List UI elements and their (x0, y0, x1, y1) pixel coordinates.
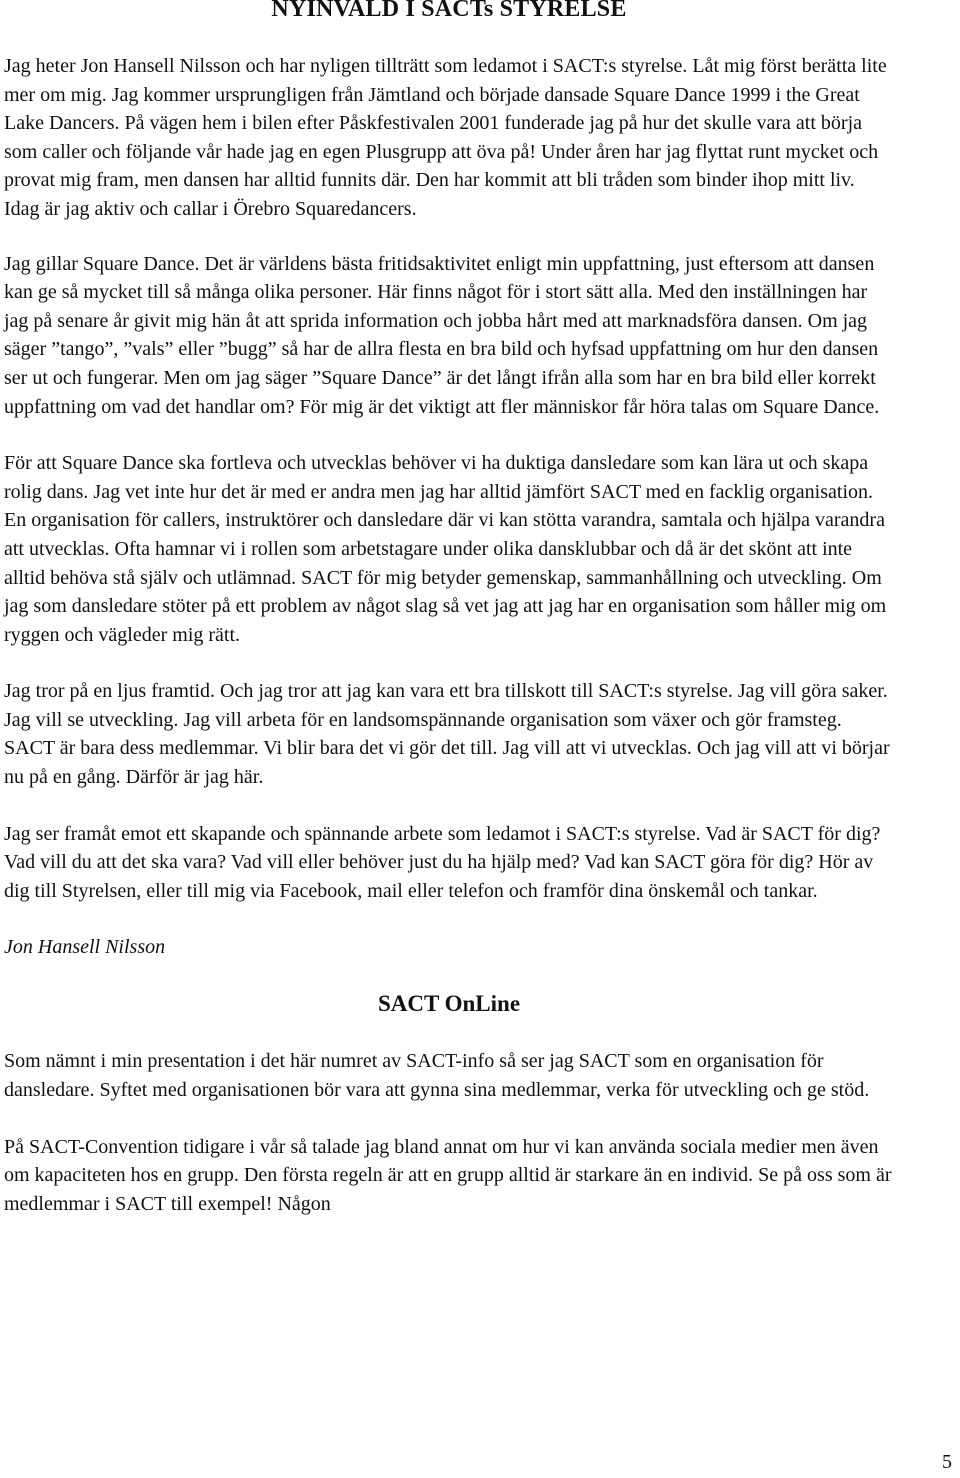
article-paragraph-1: Jag heter Jon Hansell Nilsson och har nyligen tillträtt som ledamot i SACT:s styrelse. Låt mig först berätta lite mer om mig. Jag kommer ursprungligen från Jämtland och började dansade Square Dance 1999 i the Great Lake Dancers. På vägen hem i bilen efter Påskfestivalen 2001 funderade jag på hur det skulle vara att börja som caller och följande vår hade jag en egen Plusgrupp att öva på! Under åren har jag flyttat runt mycket och provat mig fram, men dansen har alltid funnits där. Den har kommit att bli tråden som binder ihop mitt liv. Idag är jag aktiv och callar i Örebro Squaredancers. (4, 55, 887, 220)
spacer (4, 1105, 894, 1133)
section-title: SACT OnLine (377, 991, 521, 1017)
section-paragraph-2: På SACT-Convention tidigare i vår så talade jag bland annat om hur vi kan använda sociala medier men även om kapaciteten hos en grupp. Den första regeln är att en grupp alltid är starkare än en individ. Se på oss som är medlemmar i SACT till exempel! Någon (4, 1135, 892, 1215)
document-page (4, 0, 894, 1218)
spacer (4, 961, 894, 989)
spacer (4, 1019, 894, 1047)
spacer (4, 905, 894, 933)
spacer (4, 792, 894, 820)
spacer (4, 421, 894, 449)
section-paragraph-1: Som nämnt i min presentation i det här numret av SACT-info så ser jag SACT som en organisation för dansledare. Syftet med organisationen bör vara att gynna sina medlemmar, verka för utveckling och ge stöd. (4, 1050, 870, 1102)
spacer (4, 224, 894, 250)
author-signature: Jon Hansell Nilsson (4, 936, 166, 959)
article-paragraph-2: Jag gillar Square Dance. Det är världens bästa fritidsaktivitet enligt min uppfattning, just eftersom att dansen kan ge så mycket till så många olika personer. Här finns något för i stort sätt alla. Med den inställningen har jag på senare år givit mig hän åt att sprida information och jobba hårt med att marknadsföra dansen. Om jag säger ”tango”, ”vals” eller ”bugg” så har de allra flesta en bra bild och hyfsad uppfattning om hur den dansen ser ut och fungerar. Men om jag säger ”Square Dance” är det långt ifrån alla som har en bra bild eller korrekt uppfattning om vad det handlar om? För mig är det viktigt att fler människor får höra talas om Square Dance. (4, 252, 880, 418)
article-title: NYINVALD I SACTs STYRELSE (271, 0, 627, 22)
spacer (4, 24, 894, 52)
spacer (4, 649, 894, 677)
article-paragraph-3: För att Square Dance ska fortleva och utvecklas behöver vi ha duktiga dansledare som kan lära ut och skapa rolig dans. Jag vet inte hur det är med er andra men jag har alltid jämfört SACT med en facklig organisation. En organisation för callers, instruktörer och dansledare där vi kan stötta varandra, samtala och hjälpa varandra att utvecklas. Ofta hamnar vi i rollen som arbetstagare under olika dansklubbar och då är det skönt att inte alltid behöva stå själv och utlämnad. SACT för mig betyder gemenskap, sammanhållning och utveckling. Om jag som dansledare stöter på ett problem av något slag så vet jag att jag har en organisation som håller mig om ryggen och vägleder mig rätt. (4, 452, 887, 646)
article-paragraph-4: Jag tror på en ljus framtid. Och jag tror att jag kan vara ett bra tillskott till SACT:s styrelse. Jag vill göra saker. Jag vill se utveckling. Jag vill arbeta för en landsomspännande organisation som växer och gör framsteg. SACT är bara dess medlemmar. Vi blir bara det vi gör det till. Jag vill att vi utvecklas. Och jag vill att vi börjar nu på en gång. Därför är jag här. (4, 680, 890, 789)
article-paragraph-5: Jag ser framåt emot ett skapande och spännande arbete som ledamot i SACT:s styrelse. Vad är SACT för dig? Vad vill du att det ska vara? Vad vill eller behöver just du ha hjälp med? Vad kan SACT göra för dig? Hör av dig till Styrelsen, eller till mig via Facebook, mail eller telefon och framför dina önskemål och tankar. (4, 822, 881, 902)
page-number: 5 (942, 1451, 952, 1473)
